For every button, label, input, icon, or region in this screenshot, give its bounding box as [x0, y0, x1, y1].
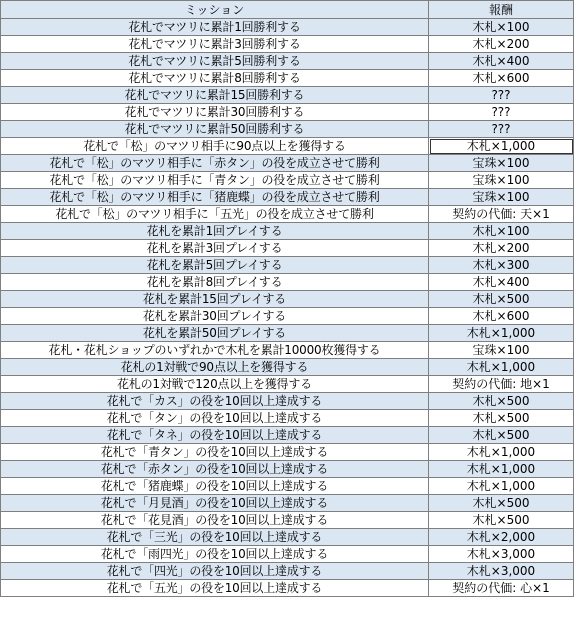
table-row: [1, 342, 574, 359]
mission-cell[interactable]: 花札でマツリに累計3回勝利する: [1, 36, 429, 53]
mission-cell[interactable]: 花札で「四光」の役を10回以上達成する: [1, 563, 429, 580]
mission-cell[interactable]: 花札で「猪鹿蝶」の役を10回以上達成する: [1, 478, 429, 495]
table-row: [1, 393, 574, 410]
mission-cell[interactable]: 花札でマツリに累計5回勝利する: [1, 53, 429, 70]
table-row: [1, 121, 574, 138]
table-row: [1, 376, 574, 393]
table-row: [1, 36, 574, 53]
reward-cell[interactable]: 宝珠×100: [429, 155, 574, 172]
table-row: [1, 410, 574, 427]
column-header-mission[interactable]: ミッション: [1, 1, 429, 19]
mission-cell[interactable]: 花札で「松」のマツリ相手に「五光」の役を成立させて勝利: [1, 206, 429, 223]
column-header-reward[interactable]: 報酬: [429, 1, 574, 19]
table-row: [1, 70, 574, 87]
table-row: [1, 138, 574, 155]
reward-cell[interactable]: 木札×100: [429, 19, 574, 36]
mission-cell[interactable]: 花札でマツリに累計15回勝利する: [1, 87, 429, 104]
mission-cell[interactable]: 花札でマツリに累計50回勝利する: [1, 121, 429, 138]
table-row: [1, 104, 574, 121]
mission-cell[interactable]: 花札で「三光」の役を10回以上達成する: [1, 529, 429, 546]
mission-cell[interactable]: 花札・花札ショップのいずれかで木札を累計10000枚獲得する: [1, 342, 429, 359]
table-row: [1, 546, 574, 563]
mission-cell[interactable]: 花札で「雨四光」の役を10回以上達成する: [1, 546, 429, 563]
mission-cell[interactable]: 花札で「花見酒」の役を10回以上達成する: [1, 512, 429, 529]
reward-cell[interactable]: 木札×500: [429, 495, 574, 512]
reward-cell[interactable]: ???: [429, 104, 574, 121]
reward-cell[interactable]: 木札×1,000: [429, 138, 574, 155]
reward-cell[interactable]: 木札×100: [429, 223, 574, 240]
mission-cell[interactable]: 花札で「松」のマツリ相手に「赤タン」の役を成立させて勝利: [1, 155, 429, 172]
table-row: [1, 53, 574, 70]
mission-cell[interactable]: 花札で「タネ」の役を10回以上達成する: [1, 427, 429, 444]
table-row: [1, 189, 574, 206]
table-row: [1, 461, 574, 478]
table-row: [1, 444, 574, 461]
mission-cell[interactable]: 花札で「松」のマツリ相手に「猪鹿蝶」の役を成立させて勝利: [1, 189, 429, 206]
mission-cell[interactable]: 花札で「タン」の役を10回以上達成する: [1, 410, 429, 427]
mission-cell[interactable]: 花札でマツリに累計8回勝利する: [1, 70, 429, 87]
reward-cell[interactable]: 木札×300: [429, 257, 574, 274]
table-row: [1, 87, 574, 104]
mission-cell[interactable]: 花札でマツリに累計1回勝利する: [1, 19, 429, 36]
reward-cell[interactable]: 木札×3,000: [429, 546, 574, 563]
reward-cell[interactable]: 木札×500: [429, 410, 574, 427]
table-row: [1, 223, 574, 240]
table-row: [1, 206, 574, 223]
reward-cell[interactable]: 契約の代価: 地×1: [429, 376, 574, 393]
table-row: [1, 274, 574, 291]
table-row: [1, 172, 574, 189]
reward-cell[interactable]: 木札×400: [429, 274, 574, 291]
reward-cell[interactable]: 木札×400: [429, 53, 574, 70]
reward-cell[interactable]: ???: [429, 121, 574, 138]
reward-cell[interactable]: 宝珠×100: [429, 342, 574, 359]
reward-cell[interactable]: 木札×500: [429, 393, 574, 410]
reward-cell[interactable]: 木札×500: [429, 427, 574, 444]
header-row: [1, 1, 574, 19]
reward-cell[interactable]: 木札×600: [429, 70, 574, 87]
table-row: [1, 512, 574, 529]
reward-cell[interactable]: 木札×600: [429, 308, 574, 325]
mission-cell[interactable]: 花札で「カス」の役を10回以上達成する: [1, 393, 429, 410]
mission-cell[interactable]: 花札の1対戦で120点以上を獲得する: [1, 376, 429, 393]
mission-cell[interactable]: 花札を累計5回プレイする: [1, 257, 429, 274]
table-row: [1, 495, 574, 512]
reward-cell[interactable]: 宝珠×100: [429, 172, 574, 189]
table-row: [1, 308, 574, 325]
reward-cell[interactable]: 木札×2,000: [429, 529, 574, 546]
reward-cell[interactable]: 木札×200: [429, 36, 574, 53]
reward-cell[interactable]: 木札×1,000: [429, 359, 574, 376]
reward-cell[interactable]: 木札×500: [429, 512, 574, 529]
table-row: [1, 240, 574, 257]
reward-cell[interactable]: 契約の代価: 心×1: [429, 580, 574, 597]
reward-cell[interactable]: 木札×200: [429, 240, 574, 257]
table-row: [1, 19, 574, 36]
reward-cell[interactable]: 契約の代価: 天×1: [429, 206, 574, 223]
reward-cell[interactable]: 木札×1,000: [429, 478, 574, 495]
mission-cell[interactable]: 花札を累計3回プレイする: [1, 240, 429, 257]
mission-cell[interactable]: 花札で「松」のマツリ相手に「青タン」の役を成立させて勝利: [1, 172, 429, 189]
mission-cell[interactable]: 花札の1対戦で90点以上を獲得する: [1, 359, 429, 376]
mission-cell[interactable]: 花札で「赤タン」の役を10回以上達成する: [1, 461, 429, 478]
mission-cell[interactable]: 花札で「青タン」の役を10回以上達成する: [1, 444, 429, 461]
reward-cell[interactable]: 木札×1,000: [429, 461, 574, 478]
reward-cell[interactable]: ???: [429, 87, 574, 104]
table-row: [1, 325, 574, 342]
mission-cell[interactable]: 花札を累計8回プレイする: [1, 274, 429, 291]
reward-cell[interactable]: 木札×1,000: [429, 444, 574, 461]
mission-cell[interactable]: 花札を累計1回プレイする: [1, 223, 429, 240]
reward-cell[interactable]: 宝珠×100: [429, 189, 574, 206]
reward-cell[interactable]: 木札×1,000: [429, 325, 574, 342]
table-row: [1, 529, 574, 546]
table-row: [1, 257, 574, 274]
table-row: [1, 580, 574, 597]
mission-cell[interactable]: 花札を累計30回プレイする: [1, 308, 429, 325]
mission-cell[interactable]: 花札で「五光」の役を10回以上達成する: [1, 580, 429, 597]
table-row: [1, 155, 574, 172]
mission-cell[interactable]: 花札を累計50回プレイする: [1, 325, 429, 342]
reward-cell[interactable]: 木札×500: [429, 291, 574, 308]
table-row: [1, 427, 574, 444]
table-row: [1, 359, 574, 376]
reward-cell[interactable]: 木札×3,000: [429, 563, 574, 580]
table-row: [1, 478, 574, 495]
mission-cell[interactable]: 花札で「月見酒」の役を10回以上達成する: [1, 495, 429, 512]
table-row: [1, 291, 574, 308]
mission-cell[interactable]: 花札でマツリに累計30回勝利する: [1, 104, 429, 121]
mission-cell[interactable]: 花札を累計15回プレイする: [1, 291, 429, 308]
mission-cell[interactable]: 花札で「松」のマツリ相手に90点以上を獲得する: [1, 138, 429, 155]
table-row: [1, 563, 574, 580]
